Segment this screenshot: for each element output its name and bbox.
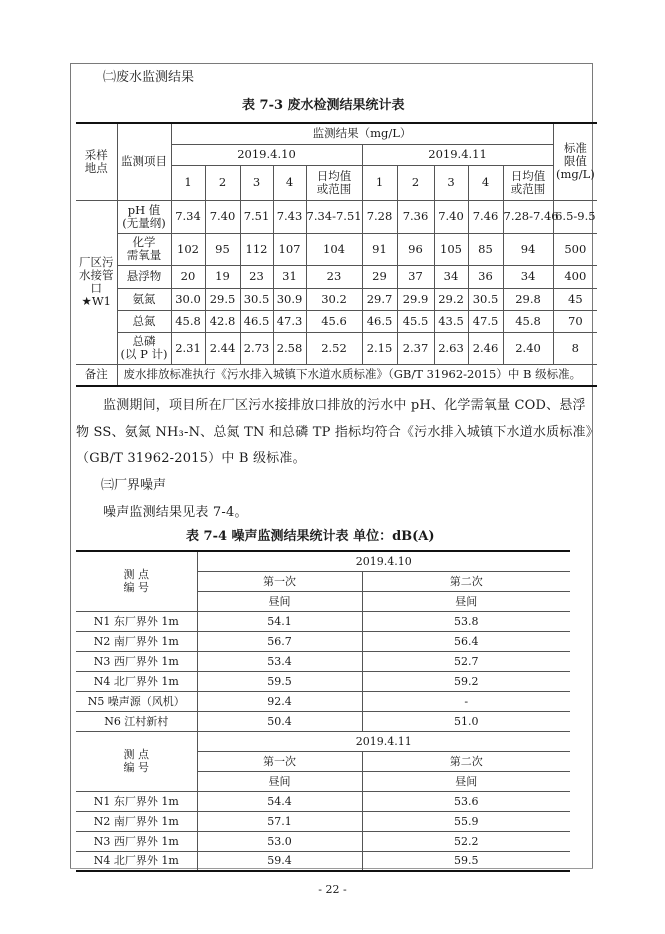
value-cell: 96 <box>397 233 434 265</box>
monitoring-item: 总磷 (以 P 计) <box>117 332 171 364</box>
value-cell: 7.51 <box>240 200 273 233</box>
table-row <box>76 651 570 671</box>
value-cell: 2.37 <box>397 332 434 364</box>
value-cell: 30.5 <box>468 288 503 310</box>
value-cell: 30.5 <box>240 288 273 310</box>
value-cell: 2.73 <box>240 332 273 364</box>
first-measurement: 50.4 <box>197 711 362 731</box>
header-sub-col: 2 <box>397 165 434 200</box>
value-cell: 2.44 <box>205 332 240 364</box>
header-period: 昼间 <box>362 591 570 611</box>
header-period: 昼间 <box>197 771 362 791</box>
monitoring-item: 悬浮物 <box>117 265 171 288</box>
value-cell: 30.0 <box>171 288 205 310</box>
table-row <box>76 611 570 631</box>
first-measurement: 54.4 <box>197 791 362 811</box>
monitoring-item: 化学 需氧量 <box>117 233 171 265</box>
paragraph-line-3: （GB/T 31962-2015）中 B 级标准。 <box>76 451 306 466</box>
sampling-site: 厂区污 水接管 口 ★W1 <box>76 200 117 364</box>
first-measurement: 56.7 <box>197 631 362 651</box>
table-row <box>76 711 570 731</box>
measurement-point: N5 噪声源（风机） <box>76 691 197 711</box>
note-row <box>76 364 597 386</box>
table-row <box>76 310 597 332</box>
header-first: 第一次 <box>197 751 362 771</box>
value-cell: 95 <box>205 233 240 265</box>
first-measurement: 92.4 <box>197 691 362 711</box>
measurement-point: N3 西厂界外 1m <box>76 831 197 851</box>
table-row <box>76 851 570 871</box>
header-date: 2019.4.11 <box>197 731 570 751</box>
standard-limit: 500 <box>553 233 597 265</box>
value-cell: 105 <box>434 233 468 265</box>
monitoring-item: 总氮 <box>117 310 171 332</box>
paragraph-line-2: 物 SS、氨氮 NH₃-N、总氮 TN 和总磷 TP 指标均符合《污水排入城镇下水道水质标准》 <box>76 425 599 440</box>
value-cell: 47.3 <box>273 310 306 332</box>
value-cell: 29 <box>362 265 397 288</box>
second-measurement: 55.9 <box>362 811 570 831</box>
table-7-3-caption: 表 7-3 废水检测结果统计表 <box>242 98 405 113</box>
value-cell: 23 <box>306 265 362 288</box>
header-standard-limit: 标准 限值 (mg/L) <box>553 123 597 200</box>
value-cell: 2.40 <box>503 332 553 364</box>
header-date: 2019.4.10 <box>197 551 570 571</box>
value-cell: 7.28-7.46 <box>503 200 553 233</box>
measurement-point: N4 北厂界外 1m <box>76 671 197 691</box>
value-cell: 29.5 <box>205 288 240 310</box>
value-cell: 7.36 <box>397 200 434 233</box>
measurement-point: N1 东厂界外 1m <box>76 611 197 631</box>
first-measurement: 53.4 <box>197 651 362 671</box>
header-sub-col: 日均值 或范围 <box>503 165 553 200</box>
header-sub-col: 日均值 或范围 <box>306 165 362 200</box>
table-row <box>76 691 570 711</box>
table-row <box>76 332 597 364</box>
table-row <box>76 831 570 851</box>
second-measurement: - <box>362 691 570 711</box>
table-row <box>76 265 597 288</box>
first-measurement: 57.1 <box>197 811 362 831</box>
value-cell: 30.9 <box>273 288 306 310</box>
measurement-point: N3 西厂界外 1m <box>76 651 197 671</box>
second-measurement: 53.6 <box>362 791 570 811</box>
value-cell: 94 <box>503 233 553 265</box>
monitoring-item: pH 值 (无量纲) <box>117 200 171 233</box>
value-cell: 23 <box>240 265 273 288</box>
value-cell: 85 <box>468 233 503 265</box>
table-row <box>76 811 570 831</box>
header-sub-col: 3 <box>434 165 468 200</box>
table-row <box>76 631 570 651</box>
value-cell: 45.8 <box>171 310 205 332</box>
value-cell: 112 <box>240 233 273 265</box>
header-second: 第二次 <box>362 751 570 771</box>
value-cell: 46.5 <box>240 310 273 332</box>
header-second: 第二次 <box>362 571 570 591</box>
value-cell: 2.63 <box>434 332 468 364</box>
value-cell: 7.40 <box>434 200 468 233</box>
measurement-point: N1 东厂界外 1m <box>76 791 197 811</box>
value-cell: 2.52 <box>306 332 362 364</box>
standard-limit: 70 <box>553 310 597 332</box>
first-measurement: 59.5 <box>197 671 362 691</box>
value-cell: 36 <box>468 265 503 288</box>
table-7-4-caption: 表 7-4 噪声监测结果统计表 单位：dB(A) <box>186 529 435 544</box>
second-measurement: 53.8 <box>362 611 570 631</box>
value-cell: 7.28 <box>362 200 397 233</box>
value-cell: 2.58 <box>273 332 306 364</box>
monitoring-item: 氨氮 <box>117 288 171 310</box>
value-cell: 29.2 <box>434 288 468 310</box>
header-sub-col: 1 <box>171 165 205 200</box>
header-period: 昼间 <box>362 771 570 791</box>
value-cell: 34 <box>503 265 553 288</box>
value-cell: 47.5 <box>468 310 503 332</box>
value-cell: 29.9 <box>397 288 434 310</box>
header-period: 昼间 <box>197 591 362 611</box>
table-row <box>76 200 597 233</box>
header-date-1: 2019.4.10 <box>171 144 362 165</box>
page-number: - 22 - <box>318 883 347 896</box>
value-cell: 43.5 <box>434 310 468 332</box>
measurement-point: N2 南厂界外 1m <box>76 631 197 651</box>
measurement-point: N4 北厂界外 1m <box>76 851 197 871</box>
header-sub-col: 2 <box>205 165 240 200</box>
second-measurement: 59.2 <box>362 671 570 691</box>
header-point: 测 点 编 号 <box>76 731 197 791</box>
table-row <box>76 791 570 811</box>
value-cell: 19 <box>205 265 240 288</box>
noise-intro: 噪声监测结果见表 7-4。 <box>103 505 248 520</box>
second-measurement: 59.5 <box>362 851 570 871</box>
standard-limit: 400 <box>553 265 597 288</box>
first-measurement: 54.1 <box>197 611 362 631</box>
header-row <box>76 123 597 144</box>
header-sub-col: 3 <box>240 165 273 200</box>
standard-limit: 6.5-9.5 <box>553 200 597 233</box>
value-cell: 7.40 <box>205 200 240 233</box>
header-row <box>76 731 570 751</box>
header-sub-col: 4 <box>468 165 503 200</box>
header-sampling-site: 采样 地点 <box>76 123 117 200</box>
value-cell: 102 <box>171 233 205 265</box>
value-cell: 29.7 <box>362 288 397 310</box>
table-row <box>76 288 597 310</box>
paragraph-line-1: 监测期间，项目所在厂区污水接排放口排放的污水中 pH、化学需氧量 COD、悬浮 <box>103 398 586 413</box>
value-cell: 45.8 <box>503 310 553 332</box>
noise-results-table <box>76 550 570 872</box>
value-cell: 45.6 <box>306 310 362 332</box>
value-cell: 2.15 <box>362 332 397 364</box>
table-row <box>76 233 597 265</box>
value-cell: 31 <box>273 265 306 288</box>
header-row <box>76 551 570 571</box>
standard-limit: 45 <box>553 288 597 310</box>
header-first: 第一次 <box>197 571 362 591</box>
value-cell: 7.43 <box>273 200 306 233</box>
value-cell: 42.8 <box>205 310 240 332</box>
measurement-point: N2 南厂界外 1m <box>76 811 197 831</box>
value-cell: 104 <box>306 233 362 265</box>
first-measurement: 59.4 <box>197 851 362 871</box>
note-label: 备注 <box>76 364 117 386</box>
header-point: 测 点 编 号 <box>76 551 197 611</box>
value-cell: 7.34 <box>171 200 205 233</box>
value-cell: 37 <box>397 265 434 288</box>
header-sub-col: 4 <box>273 165 306 200</box>
value-cell: 91 <box>362 233 397 265</box>
table-row <box>76 671 570 691</box>
value-cell: 107 <box>273 233 306 265</box>
header-date-2: 2019.4.11 <box>362 144 553 165</box>
second-measurement: 52.2 <box>362 831 570 851</box>
note-text: 废水排放标准执行《污水排入城镇下水道水质标准》（GB/T 31962-2015）中 B 级标准。 <box>117 364 597 386</box>
section-heading-wastewater: ㈡废水监测结果 <box>103 70 195 85</box>
second-measurement: 51.0 <box>362 711 570 731</box>
value-cell: 30.2 <box>306 288 362 310</box>
header-sub-col: 1 <box>362 165 397 200</box>
value-cell: 45.5 <box>397 310 434 332</box>
value-cell: 46.5 <box>362 310 397 332</box>
value-cell: 7.46 <box>468 200 503 233</box>
header-monitoring-item: 监测项目 <box>117 123 171 200</box>
header-results: 监测结果（mg/L） <box>171 123 553 144</box>
value-cell: 7.34-7.51 <box>306 200 362 233</box>
value-cell: 2.31 <box>171 332 205 364</box>
section-heading-noise: ㈢厂界噪声 <box>101 478 167 493</box>
value-cell: 20 <box>171 265 205 288</box>
second-measurement: 52.7 <box>362 651 570 671</box>
value-cell: 29.8 <box>503 288 553 310</box>
first-measurement: 53.0 <box>197 831 362 851</box>
standard-limit: 8 <box>553 332 597 364</box>
value-cell: 2.46 <box>468 332 503 364</box>
second-measurement: 56.4 <box>362 631 570 651</box>
wastewater-results-table <box>76 122 597 387</box>
value-cell: 34 <box>434 265 468 288</box>
measurement-point: N6 江村新村 <box>76 711 197 731</box>
